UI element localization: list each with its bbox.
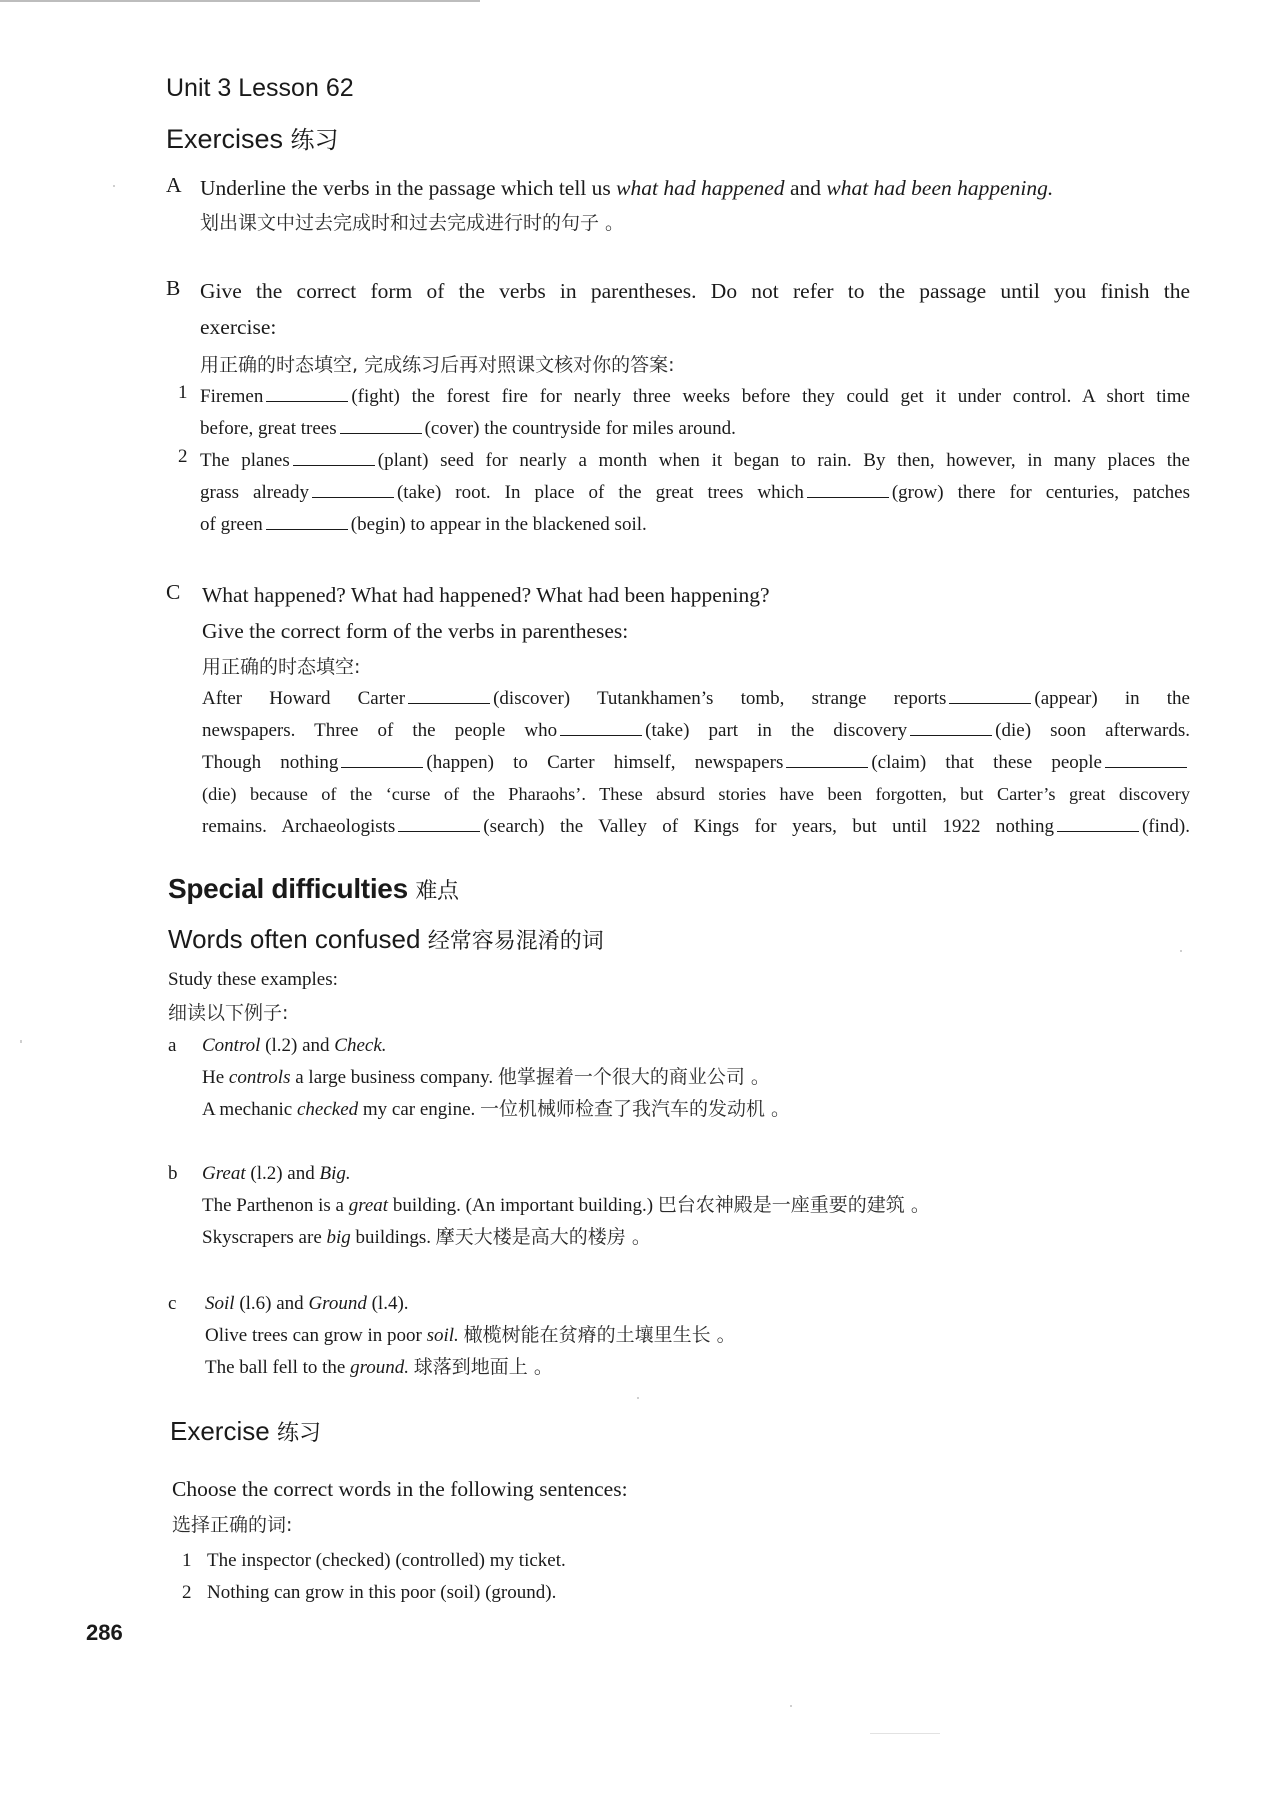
example-em: ground.	[350, 1357, 410, 1378]
example-c-sentence-1	[205, 1319, 736, 1352]
answer-blank[interactable]	[266, 386, 348, 402]
exercise-a-text: Underline the verbs in the passage which tell us	[200, 176, 617, 200]
exercise-b-instruction-line1: Give the correct form of the verbs in parentheses. Do not refer to the passage until you finish the	[200, 279, 1190, 303]
example-a-sentence-1	[202, 1061, 770, 1094]
example-em: checked	[296, 1099, 359, 1120]
exercise-c-passage-line5	[202, 810, 1190, 843]
passage-text: (discover) Tutankhamen’s tomb, strange reports	[493, 688, 947, 709]
example-ref: (l.2) and	[245, 1163, 320, 1184]
example-b-sentence-2	[202, 1221, 651, 1254]
words-often-confused-title: Words often confused	[168, 924, 421, 954]
example-text: buildings.	[350, 1227, 432, 1248]
answer-blank[interactable]	[1105, 752, 1187, 768]
answer-blank[interactable]	[398, 816, 480, 832]
exercise-c-passage-line2	[202, 714, 1190, 747]
passage-text: (happen) to Carter himself, newspapers	[426, 752, 784, 773]
item-text: (cover) the countryside for miles around.	[424, 418, 736, 439]
example-text: Skyscrapers are	[202, 1227, 327, 1248]
exercises-title-zh: 练习	[290, 126, 339, 154]
example-letter: c	[168, 1293, 177, 1314]
item-text: of green	[200, 514, 263, 535]
item-text: Firemen	[200, 386, 264, 407]
passage-text: remains. Archaeologists	[202, 816, 396, 837]
exercise-b-item-1-line1	[200, 380, 1190, 413]
scan-speck	[1180, 950, 1182, 952]
answer-blank[interactable]	[1057, 816, 1139, 832]
item-text: grass already	[200, 482, 309, 503]
example-c-heading	[205, 1287, 409, 1320]
passage-text: Though nothing	[202, 752, 339, 773]
example-em: controls	[228, 1067, 291, 1088]
item-text: (plant) seed for nearly a month when it began to rain. By then, however, in many places the	[377, 450, 1190, 471]
exercise-title: Exercise	[170, 1416, 270, 1446]
answer-blank[interactable]	[266, 514, 348, 530]
scan-speck	[637, 1397, 639, 1399]
example-text: building. (An important building.)	[388, 1195, 654, 1216]
scan-speck	[790, 1705, 792, 1707]
example-text: He	[202, 1067, 229, 1088]
exercise-b-letter: B	[166, 276, 181, 300]
example-b-heading	[202, 1157, 351, 1190]
exercise-b-item-2-line1	[200, 444, 1190, 477]
special-difficulties-heading	[168, 873, 459, 905]
answer-blank[interactable]	[560, 720, 642, 736]
exercise-heading	[170, 1416, 321, 1447]
answer-blank[interactable]	[340, 418, 422, 434]
passage-text: newspapers. Three of the people who	[202, 720, 558, 741]
exercise-c-zh: 用正确的时态填空:	[202, 656, 361, 678]
example-text: my car engine.	[358, 1099, 476, 1120]
special-difficulties-title: Special difficulties	[168, 873, 408, 904]
answer-blank[interactable]	[312, 482, 394, 498]
example-term: Control	[202, 1035, 261, 1056]
answer-blank[interactable]	[293, 450, 375, 466]
example-b-sentence-1	[202, 1189, 930, 1222]
passage-text: (claim) that these people	[871, 752, 1102, 773]
example-ref: (l.6) and	[234, 1293, 309, 1314]
example-term: Great	[202, 1163, 246, 1184]
example-a-sentence-2	[202, 1093, 790, 1126]
passage-text: After Howard Carter	[202, 688, 406, 709]
example-em: soil.	[426, 1325, 459, 1346]
scan-speck	[870, 1733, 940, 1734]
item-text: (fight) the forest fire for nearly three weeks before they could get it under control. A short time	[351, 386, 1190, 407]
example-c-sentence-2	[205, 1351, 553, 1384]
exercise-a-instruction	[200, 170, 1053, 206]
passage-text: (take) part in the discovery	[645, 720, 908, 741]
special-difficulties-title-zh: 难点	[415, 879, 459, 904]
exercise-c-passage-line1	[202, 682, 1190, 715]
example-text: a large business company.	[290, 1067, 494, 1088]
exercise-a-zh: 划出课文中过去完成时和过去完成进行时的句子 。	[200, 212, 625, 234]
exercises-title: Exercises	[166, 124, 284, 154]
exercise-c-letter: C	[166, 580, 181, 604]
example-term: Soil	[205, 1293, 235, 1314]
exercise-title-zh: 练习	[276, 1421, 321, 1446]
exercise-item-2: Nothing can grow in this poor (soil) (ground).	[207, 1582, 557, 1603]
exercise-instruction: Choose the correct words in the following sentences:	[172, 1477, 628, 1501]
words-often-confused-title-zh: 经常容易混淆的词	[427, 929, 604, 954]
study-examples-zh: 细读以下例子:	[168, 1002, 289, 1024]
example-text: A mechanic	[202, 1099, 297, 1120]
exercise-b-instruction-line2: exercise:	[200, 315, 277, 339]
example-zh: 摩天大楼是高大的楼房 。	[435, 1226, 651, 1248]
exercise-b-item-2-line2	[200, 476, 1190, 509]
item-text: before, great trees	[200, 418, 337, 439]
exercises-heading	[166, 120, 339, 155]
passage-text: (die) soon afterwards.	[995, 720, 1190, 741]
exercise-b-zh: 用正确的时态填空, 完成练习后再对照课文核对你的答案:	[200, 354, 675, 376]
item-text: (take) root. In place of the great trees which	[396, 482, 804, 503]
example-ref: (l.2) and	[260, 1035, 335, 1056]
example-zh: 橄榄树能在贫瘠的土壤里生长 。	[463, 1324, 736, 1346]
example-zh: 他掌握着一个很大的商业公司 。	[497, 1066, 770, 1088]
answer-blank[interactable]	[341, 752, 423, 768]
exercise-b-item-1-line2	[200, 412, 736, 445]
page-number: 286	[86, 1620, 123, 1645]
exercise-a-letter: A	[166, 173, 182, 197]
example-term: Check.	[334, 1035, 387, 1056]
answer-blank[interactable]	[786, 752, 868, 768]
example-em: great	[348, 1195, 389, 1216]
example-term: Ground	[308, 1293, 367, 1314]
exercise-a-em: what had been happening.	[826, 176, 1054, 200]
exercise-item-number: 1	[182, 1550, 192, 1571]
answer-blank[interactable]	[807, 482, 889, 498]
example-zh: 球落到地面上 。	[413, 1356, 553, 1378]
unit-lesson-heading: Unit 3 Lesson 62	[166, 74, 354, 102]
exercise-a-text: and	[784, 176, 827, 200]
exercise-instruction-zh: 选择正确的词:	[172, 1514, 293, 1536]
answer-blank[interactable]	[408, 688, 490, 704]
exercise-item-number: 2	[182, 1582, 192, 1603]
exercise-c-instruction-line1: What happened? What had happened? What had been happening?	[202, 583, 770, 607]
words-often-confused-heading	[168, 924, 604, 955]
passage-text: (find).	[1141, 816, 1190, 837]
answer-blank[interactable]	[949, 688, 1031, 704]
item-text: (begin) to appear in the blackened soil.	[350, 514, 647, 535]
example-text: The Parthenon is a	[202, 1195, 349, 1216]
exercise-b-item-2-line3	[200, 508, 647, 541]
scan-speck	[113, 185, 115, 187]
exercise-a-em: what had happened	[616, 176, 785, 200]
example-em: big	[326, 1227, 351, 1248]
study-examples-text: Study these examples:	[168, 969, 338, 990]
example-zh: 一位机械师检查了我汽车的发动机 。	[480, 1098, 791, 1120]
example-text: The ball fell to the	[205, 1357, 351, 1378]
passage-text: (search) the Valley of Kings for years, but until 1922 nothing	[483, 816, 1054, 837]
item-text: (grow) there for centuries, patches	[891, 482, 1190, 503]
exercise-c-instruction-line2: Give the correct form of the verbs in parentheses:	[202, 619, 629, 643]
exercise-item-1: The inspector (checked) (controlled) my ticket.	[207, 1550, 566, 1571]
top-rule	[0, 0, 480, 2]
example-letter: b	[168, 1163, 178, 1184]
exercise-c-passage-line4: (die) because of the ‘curse of the Pharaohs’. These absurd stories have been forgotten, but Carter’s great discovery	[202, 784, 1190, 804]
example-text: Olive trees can grow in poor	[205, 1325, 427, 1346]
answer-blank[interactable]	[910, 720, 992, 736]
passage-text: (appear) in the	[1034, 688, 1190, 709]
item-text: The planes	[200, 450, 290, 471]
example-ref: (l.4).	[366, 1293, 409, 1314]
example-a-heading	[202, 1029, 387, 1062]
exercise-c-passage-line3	[202, 746, 1190, 779]
example-term: Big.	[319, 1163, 351, 1184]
example-zh: 巴台农神殿是一座重要的建筑 。	[657, 1194, 930, 1216]
exercise-b-item-number: 1	[178, 382, 188, 403]
example-letter: a	[168, 1035, 177, 1056]
scan-speck	[20, 1040, 22, 1043]
exercise-b-item-number: 2	[178, 446, 188, 467]
